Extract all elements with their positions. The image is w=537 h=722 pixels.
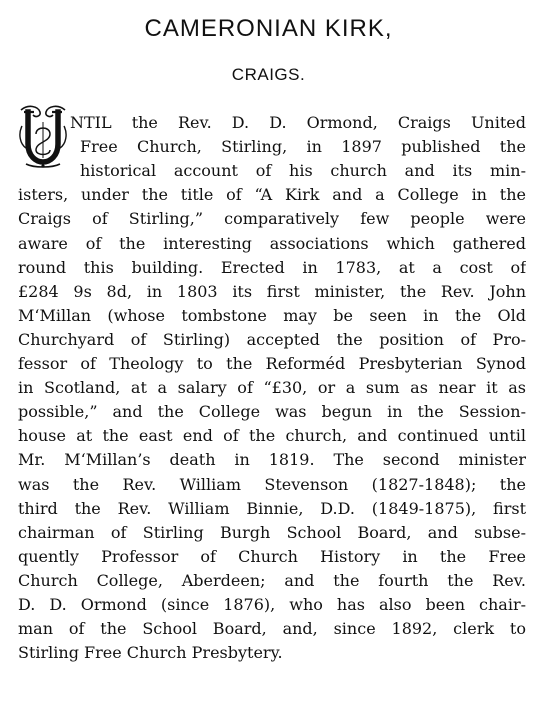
text-line: round this building. Erected in 1783, at a cost of	[18, 257, 526, 277]
text-line: possible,” and the College was begun in the Session-	[18, 402, 526, 422]
ornamental-letter-u-icon	[18, 104, 68, 168]
text-line: fessor of Theology to the Reforméd Presbyterian Synod	[18, 354, 526, 373]
text-line: Craigs of Stirling,” comparatively few people were	[18, 209, 526, 229]
text-line: in Scotland, at a salary of “£30, or a sum as near it as	[18, 378, 526, 398]
page-title: CAMERONIAN KIRK,	[144, 15, 393, 42]
text-line: Stirling Free Church Presbytery.	[18, 643, 283, 663]
text-line: historical account of his church and its min-	[80, 161, 526, 181]
text-line: quently Professor of Church History in the Free	[18, 546, 526, 566]
text-line: isters, under the title of “A Kirk and a College in the	[18, 185, 526, 205]
text-line: NTIL the Rev. D. D. Ormond, Craigs United	[70, 113, 526, 132]
page-subtitle: CRAIGS.	[231, 65, 306, 84]
text-line: M‘Millan (whose tombstone may be seen in the Old	[18, 305, 526, 325]
text-line: Church College, Aberdeen; and the fourth the Rev.	[18, 570, 526, 590]
text-line: D. D. Ormond (since 1876), who has also been chair-	[18, 595, 526, 614]
text-line: £284 9s 8d, in 1803 its first minister, the Rev. John	[18, 281, 526, 301]
text-line: house at the east end of the church, and continued until	[18, 426, 526, 446]
text-line: Churchyard of Stirling) accepted the position of Pro-	[18, 329, 526, 349]
text-line: third the Rev. William Binnie, D.D. (1849-1875), first	[18, 498, 526, 518]
ornamental-drop-cap	[18, 104, 68, 168]
text-line: was the Rev. William Stevenson (1827-1848); the	[18, 474, 526, 494]
text-line: Mr. M‘Millan’s death in 1819. The second minister	[18, 450, 526, 470]
text-line: Free Church, Stirling, in 1897 published the	[80, 137, 526, 157]
text-line: man of the School Board, and, since 1892, clerk to	[18, 619, 526, 639]
text-line: chairman of Stirling Burgh School Board, and subse-	[18, 522, 526, 542]
text-line: aware of the interesting associations which gathered	[18, 233, 526, 253]
